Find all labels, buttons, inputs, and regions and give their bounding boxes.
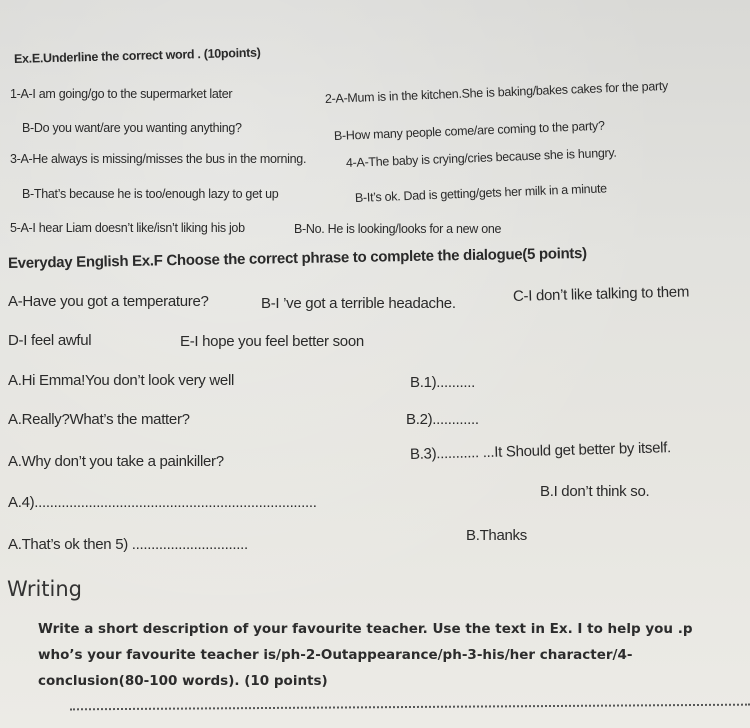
writing-instruction-line-2: who’s your favourite teacher is/ph-2-Outappearance/ph-3-his/her character/4- xyxy=(38,647,633,663)
exF-option-a: A-Have you got a temperature? xyxy=(8,293,209,310)
exF-option-b: B-I ’ve got a terrible headache. xyxy=(261,295,456,312)
exF-option-d: D-I feel awful xyxy=(8,332,92,349)
dialogue-line-5b: B.Thanks xyxy=(466,527,527,544)
dialogue-line-3b: B.3)........... ...It Should get better by itself. xyxy=(409,439,672,463)
writing-title: Writing xyxy=(7,577,82,601)
exE-q2a: 2-A-Mum is in the kitchen.She is baking/bakes cakes for the party xyxy=(324,78,669,106)
exF-option-e: E-I hope you feel better soon xyxy=(180,333,364,350)
dialogue-line-1b: B.1).......... xyxy=(410,374,475,391)
dialogue-line-2b: B.2)............ xyxy=(406,411,479,428)
dialogue-line-5a: A.That’s ok then 5) .............................. xyxy=(8,536,248,553)
exE-q4a: 4-A-The baby is crying/cries because she is hungry. xyxy=(345,145,617,170)
dialogue-line-4a: A.4)......................................................................... xyxy=(8,494,317,511)
dialogue-line-3a: A.Why don’t you take a painkiller? xyxy=(8,453,224,470)
exE-q3b: B-That’s because he is too/enough lazy to get up xyxy=(22,187,279,201)
dialogue-line-2a: A.Really?What’s the matter? xyxy=(8,411,190,428)
exE-q1a: 1-A-I am going/go to the supermarket later xyxy=(10,87,233,101)
answer-dotted-line xyxy=(70,704,750,711)
exE-title: Ex.E.Underline the correct word . (10points) xyxy=(13,45,261,66)
exE-q5a: 5-A-I hear Liam doesn’t like/isn’t liking his job xyxy=(10,221,245,235)
exF-option-c: C-I don’t like talking to them xyxy=(512,283,690,305)
writing-instruction-line-1: Write a short description of your favourite teacher. Use the text in Ex. I to help you .p xyxy=(38,621,693,637)
exE-q2b: B-How many people come/are coming to the party? xyxy=(333,118,605,143)
exF-title: Everyday English Ex.F Choose the correct phrase to complete the dialogue(5 points) xyxy=(7,244,587,272)
exE-q3a: 3-A-He always is missing/misses the bus in the morning. xyxy=(10,152,307,166)
dialogue-line-1a: A.Hi Emma!You don’t look very well xyxy=(8,372,235,389)
exE-q1b: B-Do you want/are you wanting anything? xyxy=(22,121,242,135)
writing-instruction-line-3: conclusion(80-100 words). (10 points) xyxy=(38,673,328,689)
exE-q4b: B-It’s ok. Dad is getting/gets her milk in a minute xyxy=(354,181,608,205)
exE-q5b: B-No. He is looking/looks for a new one xyxy=(294,222,502,236)
dialogue-line-4b: B.I don’t think so. xyxy=(540,483,650,500)
